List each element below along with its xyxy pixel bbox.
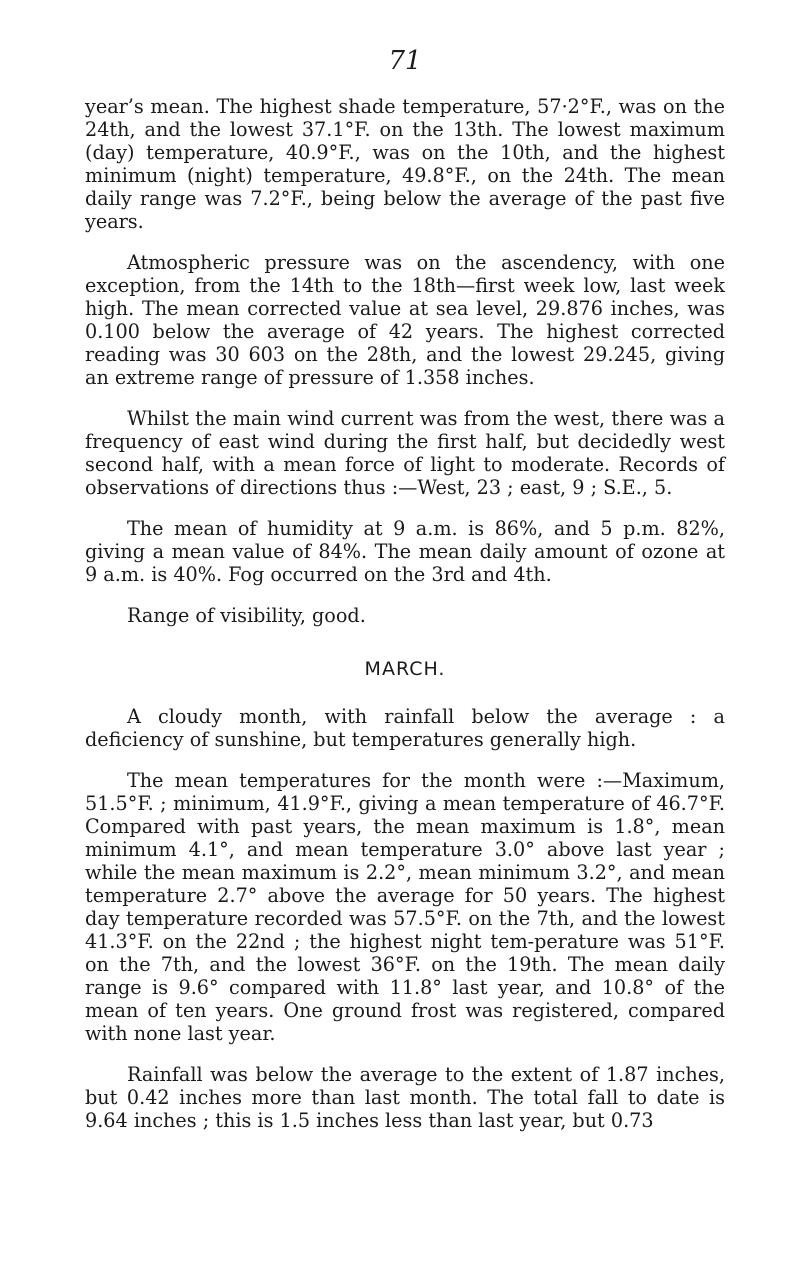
- paragraph-atmospheric-pressure: Atmospheric pressure was on the ascendency, with one exception, from the 14th to the 18th—first week low, last week high. The mean corrected value at sea level, 29.876 inches, was 0.100 below the average of 42 years. The highest corrected reading was 30 603 on the 28th, and the lowest 29.245, giving an extreme range of pressure of 1.358 inches.: [85, 251, 725, 389]
- paragraph-march-overview: A cloudy month, with rainfall below the average : a deficiency of sunshine, but temperatures generally high.: [85, 705, 725, 751]
- paragraph-temperature-summary: year’s mean. The highest shade temperature, 57·2°F., was on the 24th, and the lowest 37.1°F. on the 13th. The lowest maximum (day) temperature, 40.9°F., was on the 10th, and the highest minimum (night) temperature, 49.8°F., on the 24th. The mean daily range was 7.2°F., being below the average of the past five years.: [85, 95, 725, 233]
- paragraph-humidity: The mean of humidity at 9 a.m. is 86%, and 5 p.m. 82%, giving a mean value of 84%. The mean daily amount of ozone at 9 a.m. is 40%. Fog occurred on the 3rd and 4th.: [85, 517, 725, 586]
- paragraph-wind: Whilst the main wind current was from the west, there was a frequency of east wind during the first half, but decidedly west second half, with a mean force of light to moderate. Records of observations of directions thus :—West, 23 ; east, 9 ; S.E., 5.: [85, 407, 725, 499]
- body-text: [85, 95, 725, 1150]
- paragraph-march-temperatures: The mean temperatures for the month were :—Maximum, 51.5°F. ; minimum, 41.9°F., giving a mean temperature of 46.7°F. Compared with past years, the mean maximum is 1.8°, mean minimum 4.1°, and mean temperature 3.0° above last year ; while the mean maximum is 2.2°, mean minimum 3.2°, and mean temperature 2.7° above the average for 50 years. The highest day temperature recorded was 57.5°F. on the 7th, and the lowest 41.3°F. on the 22nd ; the highest night tem-perature was 51°F. on the 7th, and the lowest 36°F. on the 19th. The mean daily range is 9.6° compared with 11.8° last year, and 10.8° of the mean of ten years. One ground frost was registered, compared with none last year.: [85, 769, 725, 1045]
- paragraph-march-rainfall: Rainfall was below the average to the extent of 1.87 inches, but 0.42 inches more than last month. The total fall to date is 9.64 inches ; this is 1.5 inches less than last year, but 0.73: [85, 1063, 725, 1132]
- paragraph-visibility: Range of visibility, good.: [127, 604, 366, 627]
- page-number: 71: [388, 46, 422, 76]
- section-heading-march: MARCH.: [364, 658, 446, 680]
